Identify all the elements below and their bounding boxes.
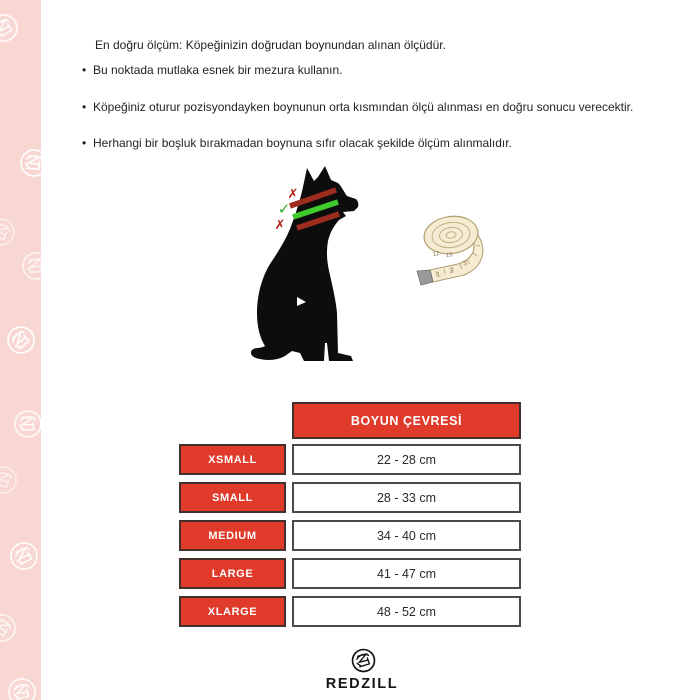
instruction-item (82, 100, 633, 116)
instruction-text: Köpeğiniz oturur pozisyondayken boynunun orta kısmından ölçü alınması en doğru sonucu verecektir. (93, 100, 634, 114)
bullet-icon: • (82, 136, 87, 150)
tape-number: 2 (448, 267, 455, 275)
size-value-large: 41 - 47 cm (292, 558, 521, 589)
size-label-xsmall: XSMALL (179, 444, 286, 475)
size-label-small: SMALL (179, 482, 286, 513)
tape-number: 1 (435, 271, 442, 279)
bullet-icon: • (82, 100, 87, 114)
check-mark-icon: ✓ (277, 201, 291, 218)
size-label-medium: MEDIUM (179, 520, 286, 551)
brand-name: REDZILL (325, 676, 399, 692)
tape-number: 13 (445, 252, 453, 259)
wrong-mark-icon: ✗ (274, 217, 286, 232)
bullet-icon: • (82, 63, 87, 77)
instruction-item (82, 136, 512, 152)
size-label-large: LARGE (179, 558, 286, 589)
size-value-medium: 34 - 40 cm (292, 520, 521, 551)
instruction-text: Bu noktada mutlaka esnek bir mezura kullanın. (93, 63, 343, 77)
size-value-xsmall: 22 - 28 cm (292, 444, 521, 475)
size-value-small: 28 - 33 cm (292, 482, 521, 513)
table-header-neck-circumference: BOYUN ÇEVRESİ (292, 402, 521, 439)
zil-monogram-pattern-icon (0, 0, 41, 700)
measurement-intro-text: En doğru ölçüm: Köpeğinizin doğrudan boynundan alınan ölçüdür. (95, 38, 446, 52)
brand-pattern-sidebar (0, 0, 41, 700)
zil-monogram-icon (350, 647, 377, 674)
instruction-text: Herhangi bir boşluk bırakmadan boynuna sıfır olacak şekilde ölçüm alınmalıdır. (93, 136, 512, 150)
wrong-mark-icon: ✗ (287, 186, 299, 201)
tape-number: 12 (432, 250, 440, 258)
size-label-xlarge: XLARGE (179, 596, 286, 627)
size-value-xlarge: 48 - 52 cm (292, 596, 521, 627)
measuring-tape-icon (406, 211, 496, 291)
tape-number: 3 (461, 259, 469, 268)
instruction-item (82, 63, 342, 79)
